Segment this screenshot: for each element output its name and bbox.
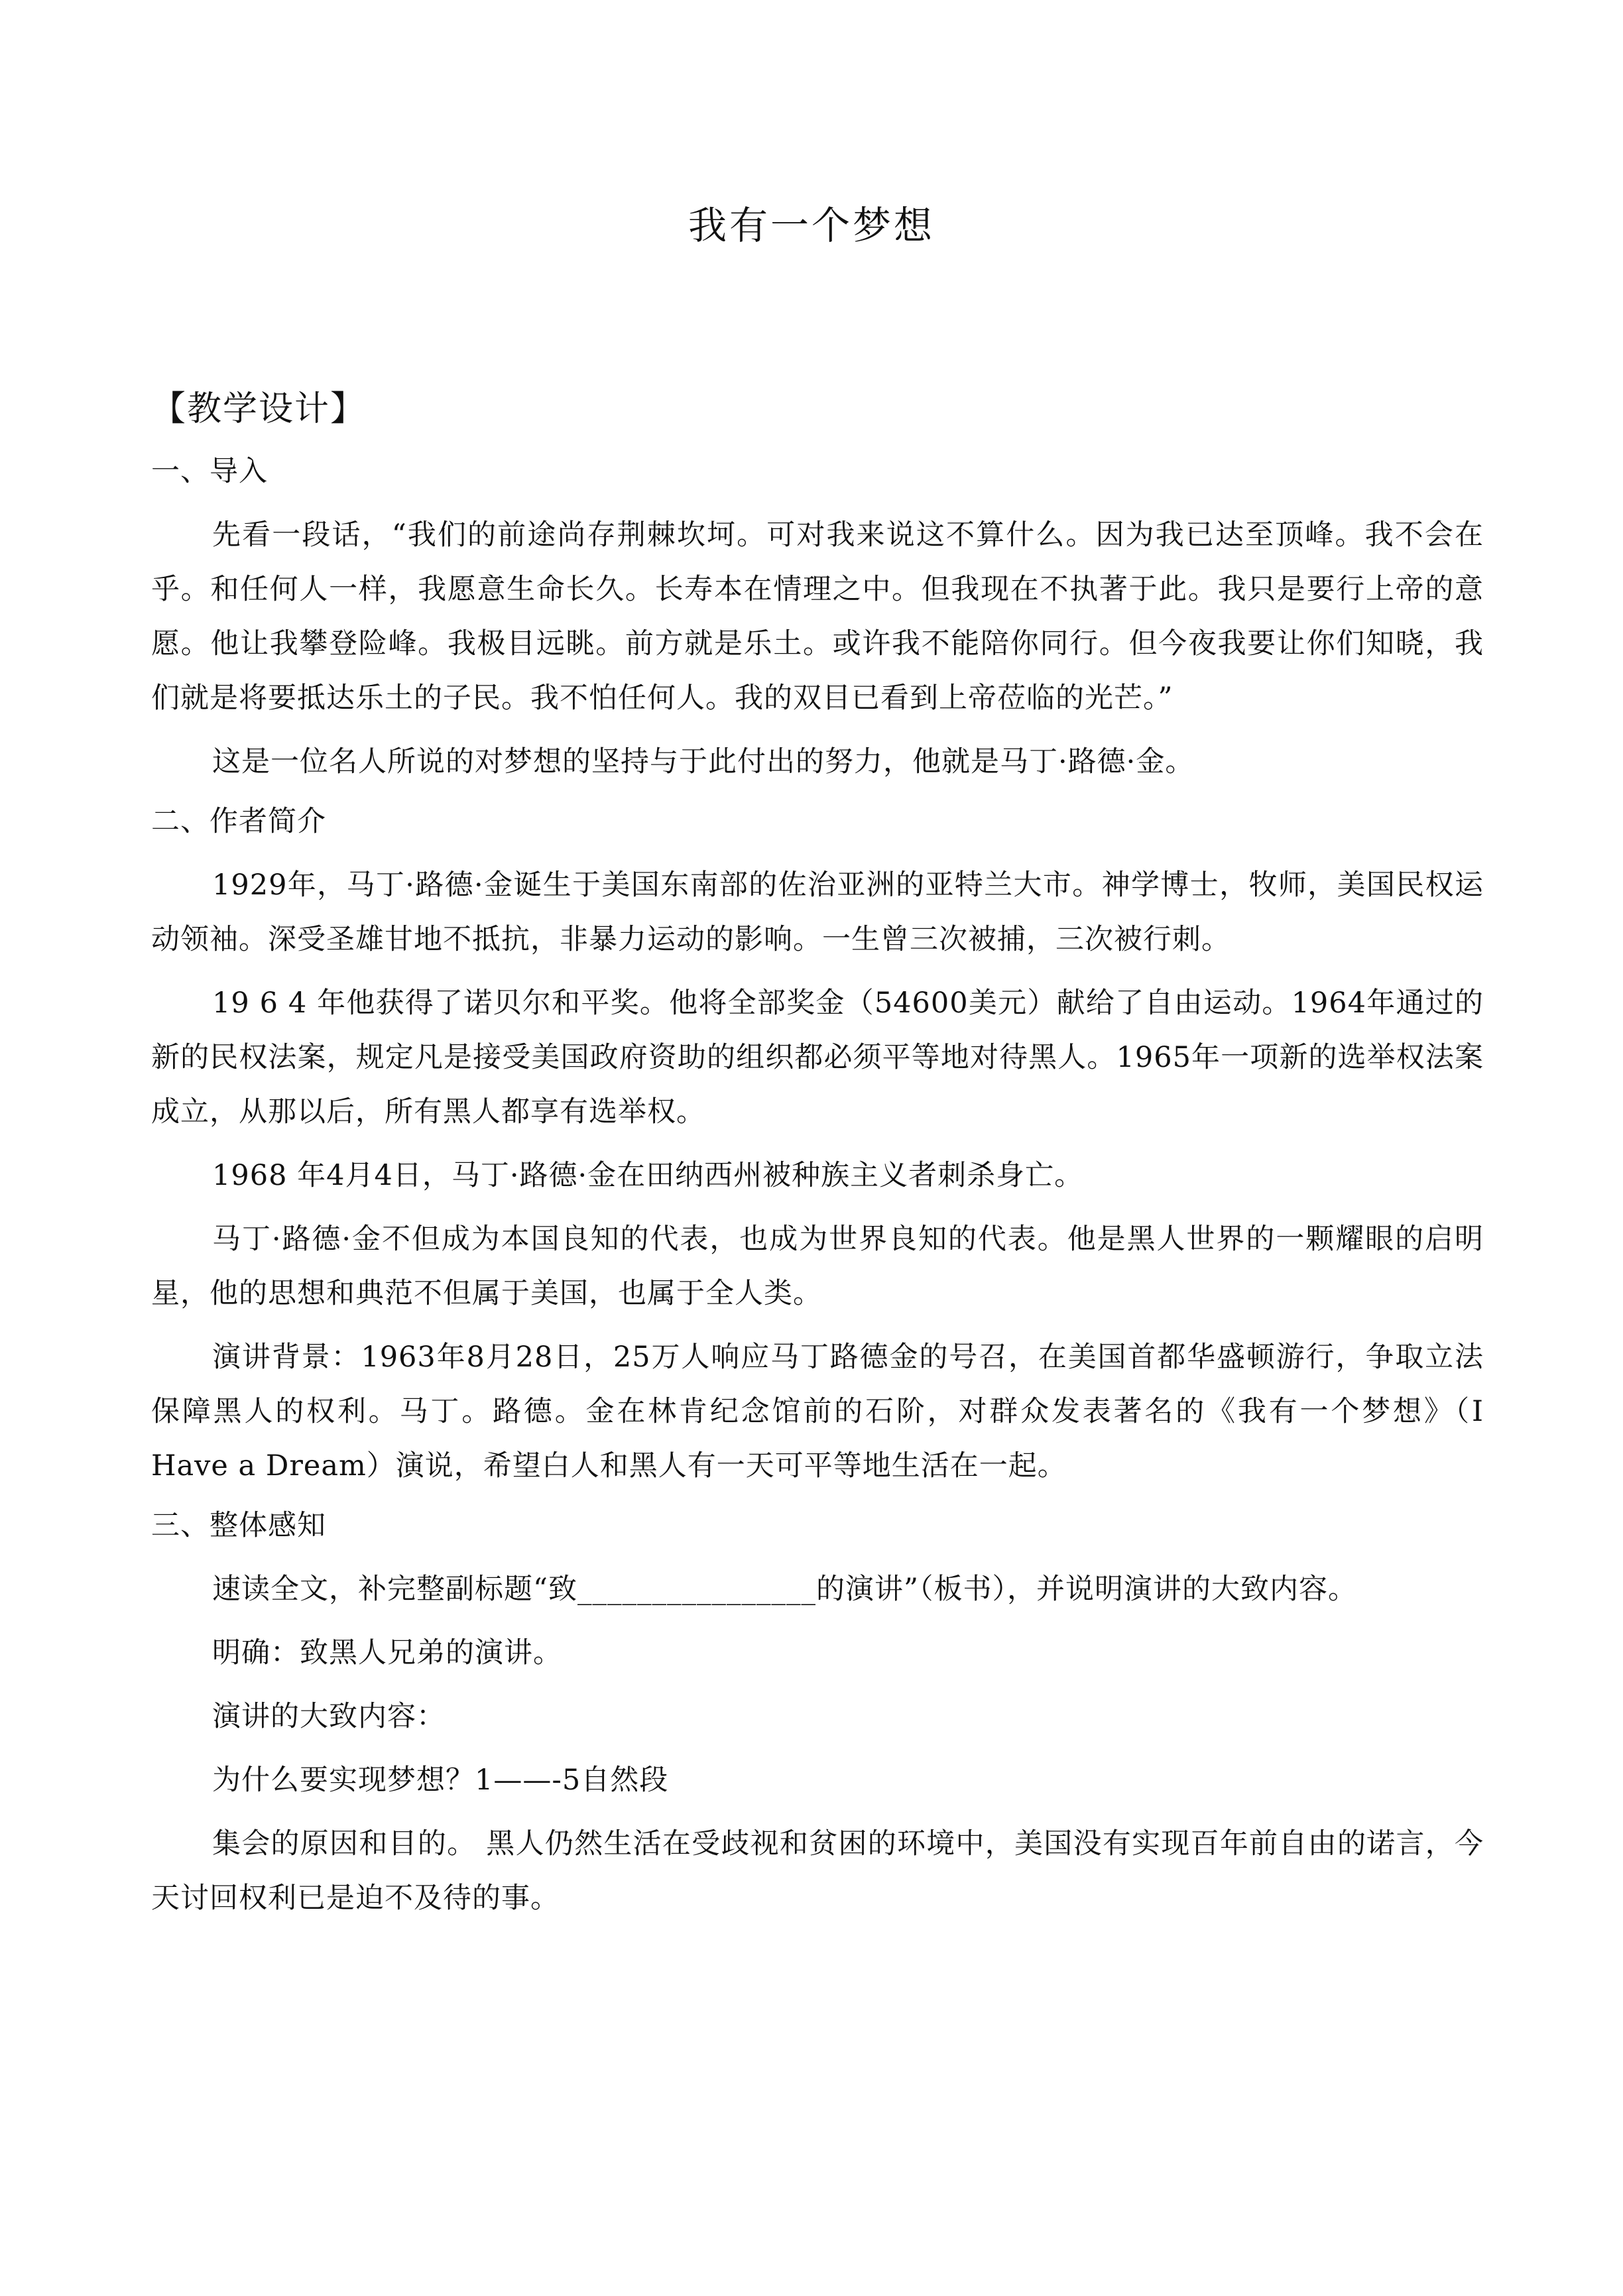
paragraph-why-dream: 为什么要实现梦想？1——-5自然段: [212, 1764, 669, 1797]
heading-author-bio: 二、作者简介: [151, 805, 326, 838]
section-heading: 【教学设计】: [151, 389, 367, 429]
heading-overall-perception: 三、整体感知: [151, 1509, 326, 1542]
paragraph-assassination: 1968 年4月4日，马丁·路德·金在田纳西州被种族主义者刺杀身亡。: [212, 1159, 1084, 1192]
paragraph-task: 速读全文，补完整副标题“致________________的演讲”（板书），并说明演讲的大致内容。: [212, 1573, 1357, 1606]
paragraph-nobel: 19 6 4 年他获得了诺贝尔和平奖。他将全部奖金（54600美元）献给了自由运动。1964年通过的新的民权法案，规定凡是接受美国政府资助的组织都必须平等地对待黑人。1965年一项新的选举权法案成立，从那以后，所有黑人都享有选举权。: [151, 987, 1484, 1128]
paragraph-birth: 1929年，马丁·路德·金诞生于美国东南部的佐治亚洲的亚特兰大市。神学博士，牧师，美国民权运动领袖。深受圣雄甘地不抵抗，非暴力运动的影响。一生曾三次被捕，三次被行刺。: [151, 869, 1484, 956]
paragraph-legacy: 马丁·路德·金不但成为本国良知的代表，也成为世界良知的代表。他是黑人世界的一颗耀眼的启明星，他的思想和典范不但属于美国，也属于全人类。: [151, 1223, 1484, 1310]
paragraph-answer: 明确：致黑人兄弟的演讲。: [212, 1636, 562, 1669]
paragraph-purpose: 集会的原因和目的。 黑人仍然生活在受歧视和贫困的环境中，美国没有实现百年前自由的诺言，今天讨回权利已是迫不及待的事。: [151, 1827, 1484, 1915]
paragraph-quote: 先看一段话，“我们的前途尚存荆棘坎坷。可对我来说这不算什么。因为我已达至顶峰。我不会在乎。和任何人一样，我愿意生命长久。长寿本在情理之中。但我现在不执著于此。我只是要行上帝的意愿。他让我攀登险峰。我极目远眺。前方就是乐土。或许我不能陪你同行。但今夜我要让你们知晓，我们就是将要抵达乐土的子民。我不怕任何人。我的双目已看到上帝莅临的光芒。”: [151, 518, 1484, 715]
document-body: [151, 386, 1484, 1935]
paragraph-speaker-intro: 这是一位名人所说的对梦想的坚持与于此付出的努力，他就是马丁·路德·金。: [212, 745, 1195, 778]
paragraph-content-label: 演讲的大致内容：: [212, 1700, 446, 1733]
heading-intro: 一、导入: [151, 455, 268, 488]
paragraph-speech-background: 演讲背景：1963年8月28日，25万人响应马丁路德金的号召，在美国首都华盛顿游行，争取立法保障黑人的权利。马丁。路德。金在林肯纪念馆前的石阶，对群众发表著名的《我有一个梦想》（I Have a Dream）演说，希望白人和黑人有一天可平等地生活在一起。: [151, 1341, 1484, 1482]
document-title: 我有一个梦想: [688, 203, 935, 248]
